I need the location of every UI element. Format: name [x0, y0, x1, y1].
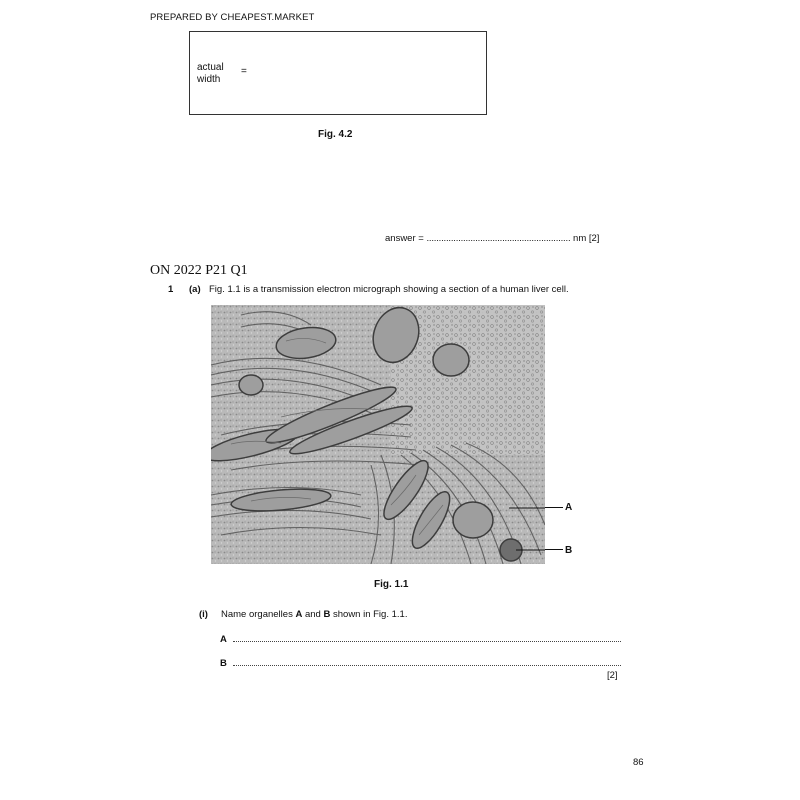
sub-question-text-mid: and	[302, 609, 324, 620]
answer-row-a	[220, 633, 621, 645]
page-number: 86	[633, 757, 644, 768]
answer-prefix: answer =	[385, 233, 424, 244]
question-number: 1	[168, 284, 174, 295]
question-reference: ON 2022 P21 Q1	[150, 263, 248, 278]
label-a: A	[565, 502, 573, 513]
sub-question-text-after: shown in Fig. 1.1.	[330, 609, 408, 620]
sub-question-number: (i)	[199, 609, 208, 620]
actual-width-equals: =	[241, 66, 247, 77]
sub-question-text-before: Name organelles	[221, 609, 296, 620]
question-part: (a)	[189, 284, 201, 295]
answer-a-field[interactable]	[233, 633, 621, 642]
sub-question-bold-a: A	[295, 609, 303, 620]
figure-1-1-caption: Fig. 1.1	[374, 579, 409, 590]
answer-line	[385, 233, 599, 244]
sub-question-text	[221, 609, 407, 620]
answer-marks: [2]	[588, 233, 600, 244]
answer-row-b	[220, 657, 621, 669]
page-header: PREPARED BY CHEAPEST.MARKET	[150, 12, 315, 23]
question-text: Fig. 1.1 is a transmission electron micrograph showing a section of a human liver cell.	[209, 284, 569, 295]
sub-question-bold-b: B	[323, 609, 331, 620]
label-b: B	[565, 545, 573, 556]
actual-width-box	[189, 31, 487, 115]
answer-b-field[interactable]	[233, 657, 621, 666]
label-b-leader	[545, 549, 563, 550]
answer-dots: ...........................................................	[426, 233, 571, 244]
answer-unit: nm	[573, 233, 587, 244]
electron-micrograph	[211, 305, 545, 564]
actual-width-label	[197, 62, 224, 86]
answer-b-label: B	[220, 658, 227, 669]
actual-width-label-line2: width	[197, 74, 221, 85]
sub-question-marks: [2]	[607, 670, 618, 681]
label-a-leader	[545, 507, 563, 508]
figure-4-2-caption: Fig. 4.2	[318, 129, 353, 140]
answer-a-label: A	[220, 634, 227, 645]
actual-width-label-line1: actual	[197, 62, 224, 73]
